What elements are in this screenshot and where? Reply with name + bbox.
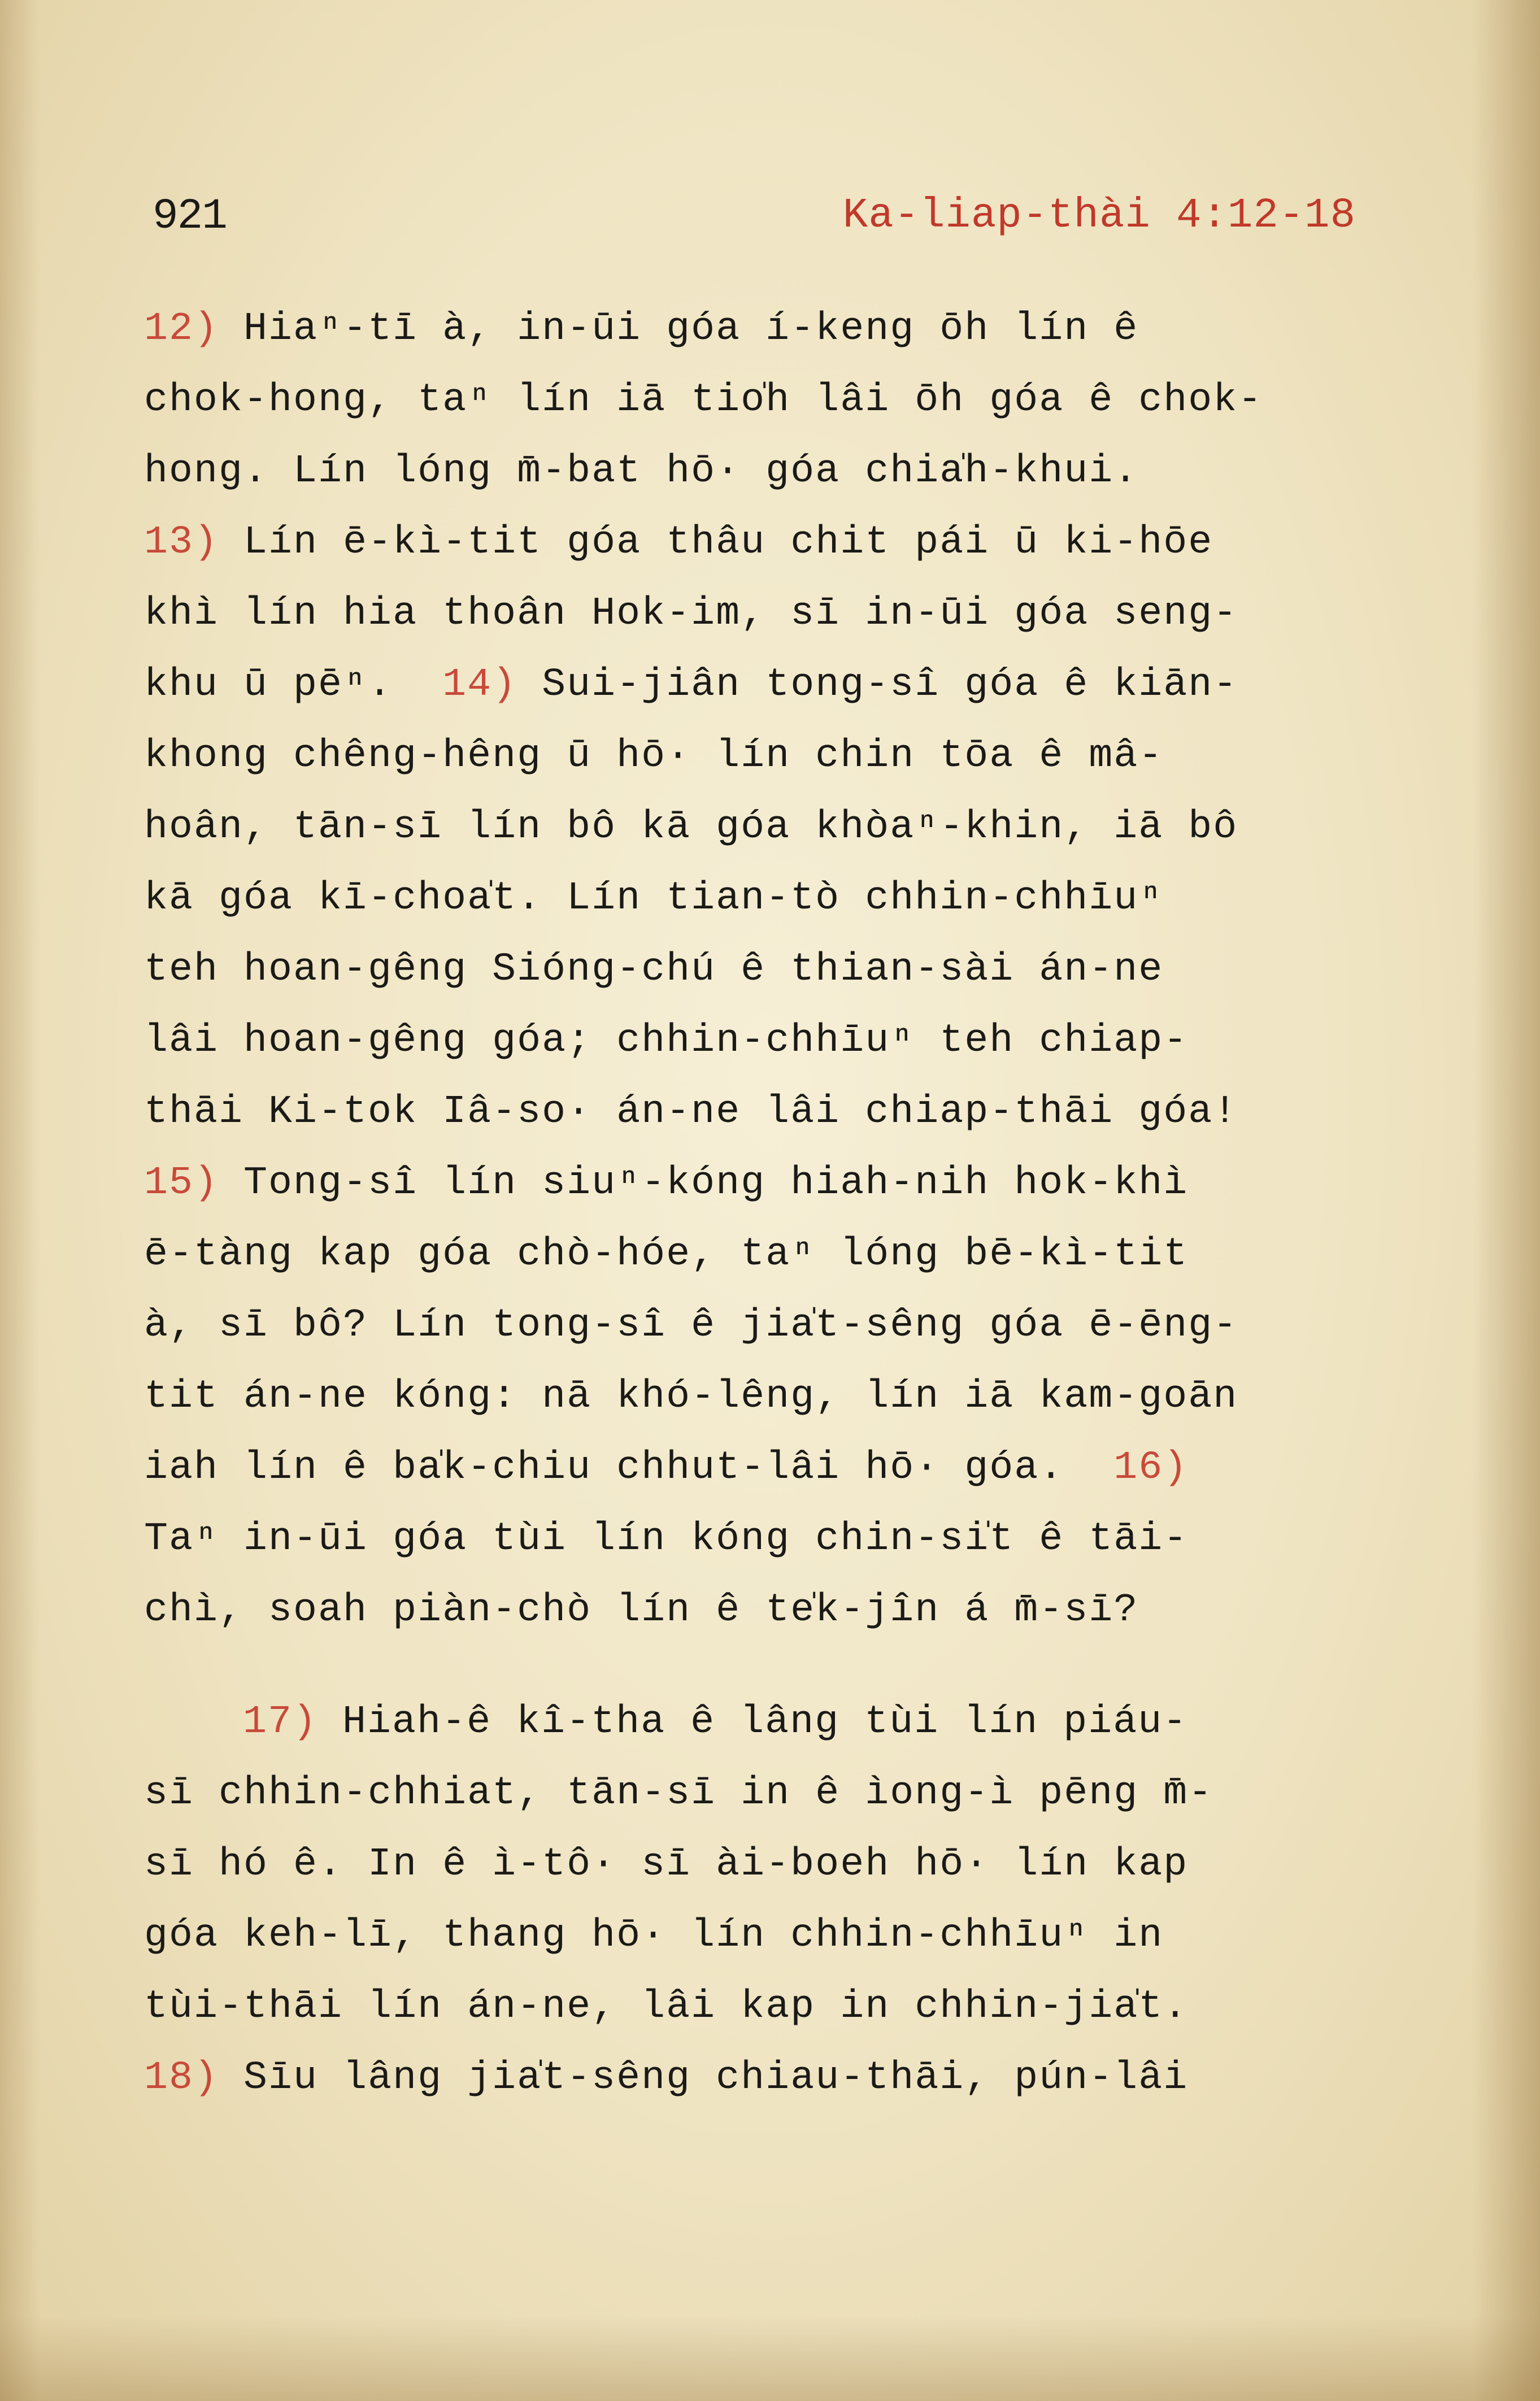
text-line — [144, 507, 1460, 578]
text-line — [144, 1575, 1460, 1646]
text-line — [144, 294, 1460, 365]
line-text: tit án-ne kóng: nā khó-lêng, lín iā kam-goān — [144, 1375, 1238, 1419]
line-text: à, sī bô? Lín tong-sî ê jia̍t-sêng góa ē-ēng- — [144, 1303, 1238, 1348]
text-line — [144, 1362, 1460, 1433]
line-text: sī chhin-chhiat, tān-sī in ê ìong-ì pēng m̄- — [144, 1771, 1213, 1816]
line-text: khong chêng-hêng ū hō· lín chin tōa ê mâ- — [144, 734, 1164, 778]
line-text: Hiah-ê kî-tha ê lâng tùi lín piáu- — [317, 1700, 1188, 1745]
text-line — [144, 863, 1460, 934]
text-line — [144, 721, 1460, 792]
text-line — [144, 1433, 1460, 1504]
page-number: 921 — [153, 192, 227, 241]
line-text: Lín ē-kì-tit góa thâu chit pái ū ki-hōe — [219, 520, 1213, 565]
text-line — [144, 436, 1460, 507]
line-text: teh hoan-gêng Sióng-chú ê thian-sài án-ne — [144, 947, 1164, 992]
line-text: lâi hoan-gêng góa; chhin-chhīuⁿ teh chiap- — [144, 1019, 1189, 1063]
text-line — [144, 1290, 1460, 1362]
line-text: Hiaⁿ-tī à, in-ūi góa í-keng ōh lín ê — [219, 307, 1139, 351]
line-text: hoân, tān-sī lín bô kā góa khòaⁿ-khin, iā bô — [144, 805, 1238, 850]
line-text: Sui-jiân tong-sî góa ê kiān- — [517, 663, 1238, 707]
line-text: iah lín ê ba̍k-chiu chhut-lâi hō· góa. — [144, 1446, 1064, 1490]
text-line — [144, 650, 1460, 721]
line-text: ē-tàng kap góa chò-hóe, taⁿ lóng bē-kì-tit — [144, 1232, 1189, 1277]
line-text: hong. Lín lóng m̄-bat hō· góa chia̍h-khui. — [144, 449, 1139, 494]
line-text: Tong-sî lín siuⁿ-kóng hiah-nih hok-khì — [219, 1161, 1189, 1206]
line-text: Taⁿ in-ūi góa tùi lín kóng chin-si̍t ê tāi- — [144, 1517, 1189, 1561]
text-line — [144, 578, 1460, 650]
line-text: khì lín hia thoân Hok-im, sī in-ūi góa seng- — [144, 591, 1238, 636]
text-line — [144, 792, 1460, 863]
text-line — [144, 1687, 1460, 1758]
text-line — [144, 1077, 1460, 1148]
text-line — [144, 1006, 1460, 1077]
page-edge-shadow-bottom — [0, 2316, 1540, 2401]
page-header — [153, 192, 1356, 254]
line-text: tùi-thāi lín án-ne, lâi kap in chhin-jia̍t. — [144, 1985, 1189, 2029]
text-line — [144, 1972, 1460, 2043]
line-text: chì, soah piàn-chò lín ê te̍k-jîn á m̄-sī? — [144, 1588, 1139, 1633]
page-edge-shadow-right — [1472, 0, 1540, 2401]
verse-number: 14) — [442, 663, 517, 707]
line-text: góa keh-lī, thang hō· lín chhin-chhīuⁿ in — [144, 1913, 1164, 1958]
line-text: Sīu lâng jia̍t-sêng chiau-thāi, pún-lâi — [219, 2056, 1189, 2100]
text-line — [144, 1504, 1460, 1575]
verse-number: 12) — [144, 307, 219, 351]
text-line — [144, 2043, 1460, 2114]
running-head: Ka-liap-thài 4:12-18 — [842, 192, 1356, 240]
text-line — [144, 365, 1460, 436]
line-text: khu ū pēⁿ. — [144, 663, 393, 707]
verse-number: 16) — [1113, 1446, 1189, 1490]
line-text: kā góa kī-choa̍t. Lín tian-tò chhin-chhīuⁿ — [144, 876, 1164, 921]
paragraph-gap — [144, 1646, 1460, 1687]
line-text: chok-hong, taⁿ lín iā tio̍h lâi ōh góa ê chok- — [144, 378, 1263, 423]
verse-number: 13) — [144, 520, 219, 565]
body-text — [144, 294, 1460, 2114]
line-text: thāi Ki-tok Iâ-so· án-ne lâi chiap-thāi góa! — [144, 1090, 1238, 1134]
text-line — [144, 1148, 1460, 1219]
text-line — [144, 1758, 1460, 1829]
text-line — [144, 1219, 1460, 1290]
text-line — [144, 1900, 1460, 1972]
text-line — [144, 1829, 1460, 1900]
verse-number: 15) — [144, 1161, 219, 1206]
text-line — [144, 934, 1460, 1006]
line-text: sī hó ê. In ê ì-tô· sī ài-boeh hō· lín kap — [144, 1842, 1189, 1887]
verse-number: 17) — [243, 1700, 318, 1745]
verse-number: 18) — [144, 2056, 219, 2100]
page-edge-shadow-left — [0, 0, 40, 2401]
